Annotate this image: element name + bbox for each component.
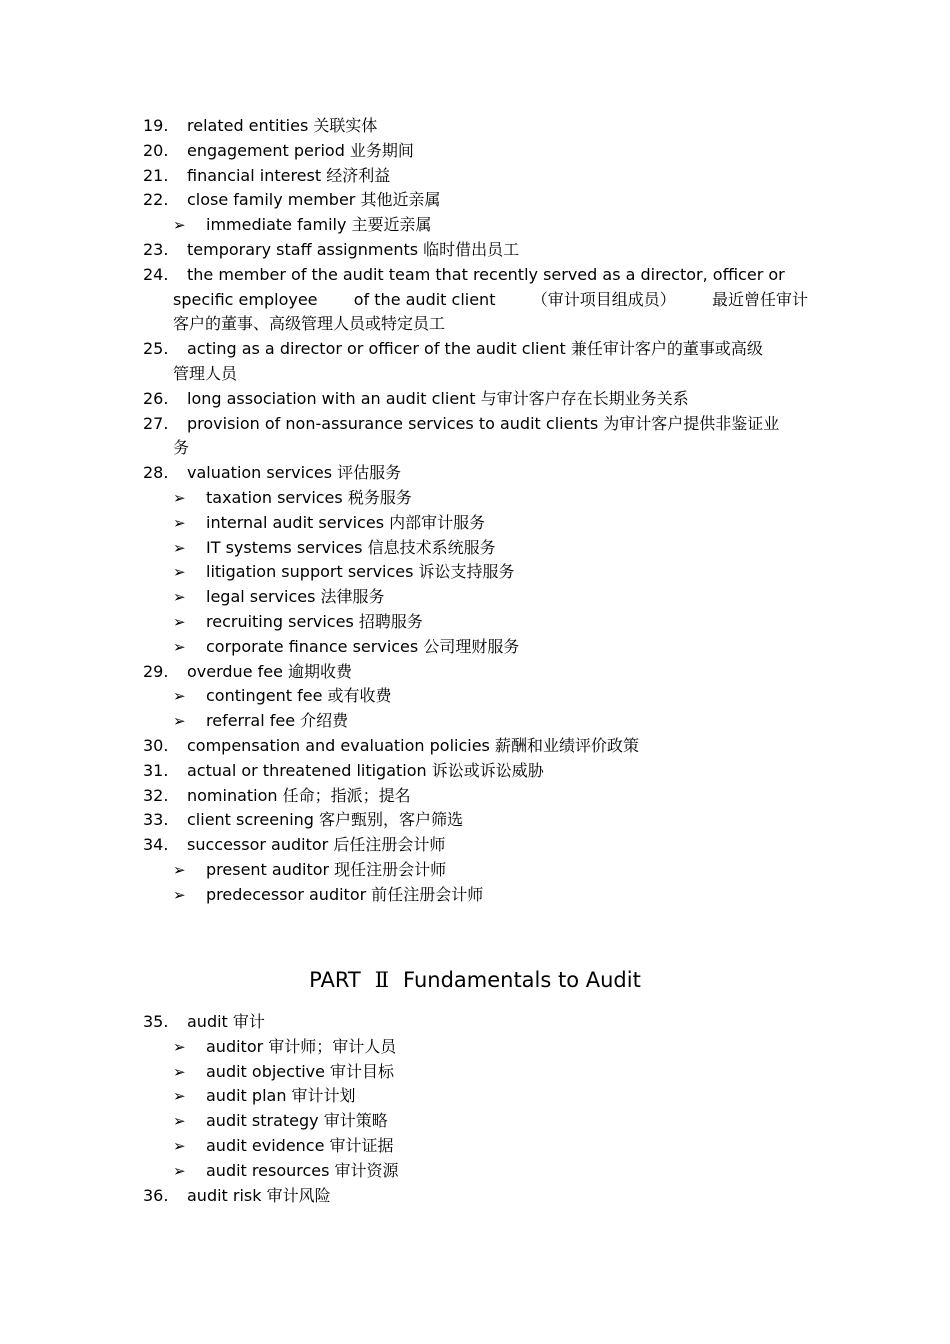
entry-31 [0,759,950,784]
entry-number: 36. [143,1185,169,1205]
entry-35 [0,1010,950,1035]
entry-text: provision of non-assurance services to audit clients 为审计客户提供非鉴证业 [187,413,780,433]
entry-text: nomination 任命；指派；提名 [187,785,411,805]
entry-text: long association with an audit client 与审计客户存在长期业务关系 [187,388,689,408]
sub-entry-text: auditor 审计师；审计人员 [206,1036,397,1056]
entry-number: 19. [143,116,169,135]
entry-number: 25. [143,339,169,359]
entry-text: 客户的董事、高级管理人员或特定员工 [173,314,446,334]
entry-number: 32. [143,785,169,805]
bullet-arrow-icon: ➢ [173,513,186,532]
entry-text: audit risk 审计风险 [187,1185,331,1205]
sub-entry-text: corporate finance services 公司理财服务 [206,636,520,656]
bullet-arrow-icon: ➢ [173,216,186,235]
entry-text-part: 最近曾任审计 [711,289,808,309]
sub-entry-text: litigation support services 诉讼支持服务 [206,562,515,582]
entry-text: actual or threatened litigation 诉讼或诉讼威胁 [187,760,544,780]
bullet-arrow-icon: ➢ [173,488,186,507]
part-heading [0,965,950,995]
sub-entry-text: audit resources 审计资源 [206,1160,399,1180]
entry-text: 管理人员 [173,363,238,383]
entry-number: 22. [143,190,169,210]
entry-number: 21. [143,165,169,185]
sub-entry [0,610,950,635]
entry-number: 34. [143,835,169,855]
part-title: Fundamentals to Audit [403,968,641,992]
entry-30 [0,734,950,759]
sub-entry-text: internal audit services 内部审计服务 [206,512,486,532]
sub-entry-text: legal services 法律服务 [206,587,385,607]
entry-number: 33. [143,810,169,830]
entry-text: compensation and evaluation policies 薪酬和业绩评价政策 [187,735,639,755]
sub-entry-text: audit objective 审计目标 [206,1061,395,1081]
sub-entry-text: audit evidence 审计证据 [206,1135,394,1155]
entry-number: 23. [143,239,169,259]
sub-entry-text: present auditor 现任注册会计师 [206,859,447,879]
sub-entry [0,883,950,908]
bullet-arrow-icon: ➢ [173,1136,186,1155]
glossary-section-part-one [0,114,950,908]
entry-21 [0,164,950,189]
entry-33 [0,808,950,833]
sub-entry-text: contingent fee 或有收费 [206,686,392,706]
entry-number: 31. [143,760,169,780]
entry-25 [0,337,950,362]
bullet-arrow-icon: ➢ [173,885,186,904]
entry-text: 务 [173,438,190,458]
sub-entry [0,1134,950,1159]
sub-entry [0,1060,950,1085]
entry-text-row [173,288,808,313]
sub-entry [0,213,950,238]
entry-34 [0,833,950,858]
entry-28 [0,461,950,486]
entry-24-continuation [0,312,950,337]
bullet-arrow-icon: ➢ [173,538,186,557]
bullet-arrow-icon: ➢ [173,1161,186,1180]
sub-entry-text: audit strategy 审计策略 [206,1111,388,1131]
part-roman-numeral: Ⅱ [374,968,390,992]
sub-entry [0,560,950,585]
entry-number: 30. [143,735,169,755]
bullet-arrow-icon: ➢ [173,637,186,656]
entry-number: 27. [143,413,169,433]
sub-entry-text: predecessor auditor 前任注册会计师 [206,884,484,904]
sub-entry [0,536,950,561]
entry-24-continuation [0,288,950,313]
entry-text: client screening 客户甄别，客户筛选 [187,810,464,830]
sub-entry-text: referral fee 介绍费 [206,711,349,731]
bullet-arrow-icon: ➢ [173,1087,186,1106]
sub-entry [0,1109,950,1134]
sub-entry [0,1035,950,1060]
entry-22 [0,188,950,213]
entry-25-continuation [0,362,950,387]
entry-number: 20. [143,140,169,160]
sub-entry [0,684,950,709]
part-label: PART [309,968,361,992]
sub-entry-text: audit plan 审计计划 [206,1086,356,1106]
entry-text: related entities 关联实体 [187,116,378,135]
entry-text-part: of the audit client [353,289,496,309]
sub-entry [0,858,950,883]
entry-text: overdue fee 逾期收费 [187,661,353,681]
entry-number: 28. [143,463,169,483]
entry-36 [0,1184,950,1209]
entry-number: 24. [143,264,169,284]
sub-entry [0,635,950,660]
entry-29 [0,660,950,685]
bullet-arrow-icon: ➢ [173,563,186,582]
entry-27-continuation [0,436,950,461]
entry-text: successor auditor 后任注册会计师 [187,835,446,855]
entry-text: temporary staff assignments 临时借出员工 [187,239,520,259]
entry-text: financial interest 经济利益 [187,165,391,185]
bullet-arrow-icon: ➢ [173,1037,186,1056]
entry-text-part: specific employee [173,289,318,309]
entry-text: valuation services 评估服务 [187,463,402,483]
bullet-arrow-icon: ➢ [173,612,186,631]
sub-entry-text: IT systems services 信息技术系统服务 [206,537,496,557]
entry-text: close family member 其他近亲属 [187,190,441,210]
entry-24 [0,263,950,288]
entry-20 [0,139,950,164]
sub-entry [0,511,950,536]
bullet-arrow-icon: ➢ [173,687,186,706]
bullet-arrow-icon: ➢ [173,588,186,607]
sub-entry-text: recruiting services 招聘服务 [206,611,423,631]
sub-entry [0,1084,950,1109]
sub-entry [0,585,950,610]
bullet-arrow-icon: ➢ [173,1062,186,1081]
entry-text: acting as a director or officer of the audit client 兼任审计客户的董事或高级 [187,339,763,359]
glossary-section-part-two [0,1010,950,1208]
entry-19 [0,114,950,139]
entry-32 [0,784,950,809]
entry-text: audit 审计 [187,1012,265,1031]
sub-entry-text: taxation services 税务服务 [206,487,412,507]
entry-number: 29. [143,661,169,681]
bullet-arrow-icon: ➢ [173,860,186,879]
entry-27 [0,412,950,437]
bullet-arrow-icon: ➢ [173,712,186,731]
entry-number: 26. [143,388,169,408]
sub-entry [0,486,950,511]
sub-entry [0,1159,950,1184]
sub-entry-text: immediate family 主要近亲属 [206,215,432,235]
entry-text: engagement period 业务期间 [187,140,414,160]
entry-26 [0,387,950,412]
sub-entry [0,709,950,734]
entry-text: the member of the audit team that recently served as a director, officer or [187,264,785,284]
bullet-arrow-icon: ➢ [173,1112,186,1131]
entry-text-part: （审计项目组成员） [531,289,676,309]
entry-23 [0,238,950,263]
entry-number: 35. [143,1012,169,1031]
